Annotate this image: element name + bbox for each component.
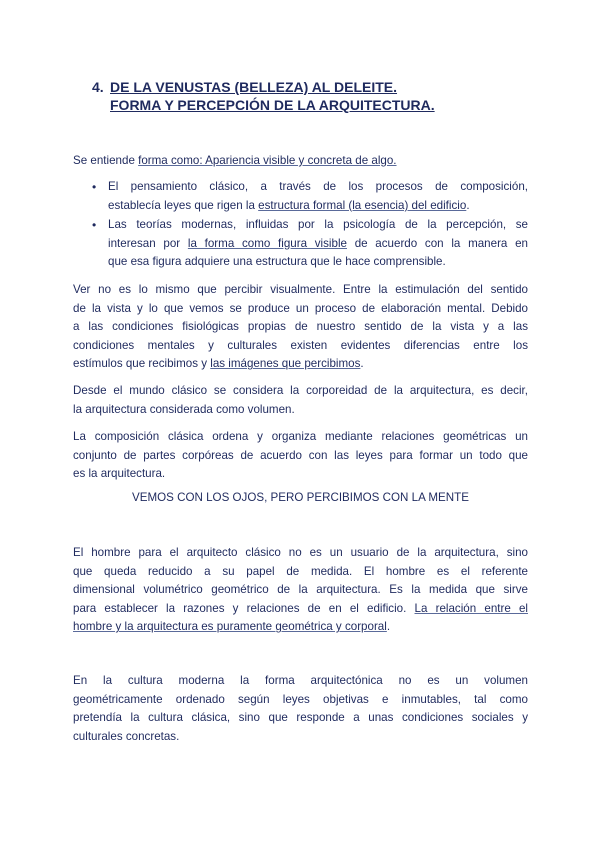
text-segment: Desde el mundo clásico se considera la corporeidad de la arquitectura, es decir, [73, 384, 528, 397]
text-segment: establecía leyes que rigen la [108, 198, 259, 212]
text-segment: La composición clásica ordena y organiza mediante relaciones geométricas un [73, 430, 528, 443]
text-line [108, 197, 528, 216]
text-segment: estímulos que recibimos y [73, 357, 211, 371]
text-segment: de acuerdo con la manera en [346, 236, 528, 250]
text-segment: es la arquitectura. [73, 467, 166, 481]
heading-line-2: FORMA Y PERCEPCIÓN DE LA ARQUITECTURA. [110, 97, 435, 113]
text-line [73, 544, 528, 563]
text-segment: condiciones mentales y culturales existen evidentes diferencias entre los [73, 338, 528, 352]
underlined-text: la forma como figura visible [187, 236, 347, 250]
bullet-icon: • [92, 218, 97, 232]
text-line [108, 253, 528, 272]
text-segment: a las condiciones fisiológicas propias de nuestro sentido de la vista y a las [73, 320, 528, 334]
text-segment: En la cultura moderna la forma arquitectónica no es un volumen [73, 674, 528, 687]
text-segment: culturales concretas. [73, 729, 180, 743]
text-line [73, 600, 528, 619]
text-segment: El hombre para el arquitecto clásico no es un usuario de la arquitectura, sino [73, 546, 528, 559]
text-segment: pretendía la cultura clásica, sino que responde a unas condiciones sociales y [73, 711, 528, 725]
text-line [73, 618, 528, 637]
underlined-text: las imágenes que percibimos [210, 357, 361, 371]
text-line [73, 300, 528, 319]
text-line [73, 281, 528, 300]
text-segment: Ver no es lo mismo que percibir visualmente. Entre la estimulación del sentido [73, 283, 528, 296]
text-line [108, 235, 528, 254]
motto: VEMOS CON LOS OJOS, PERO PERCIBIMOS CON LA MENTE [132, 491, 469, 504]
text-line [73, 428, 528, 447]
text-line [108, 216, 528, 235]
text-line [73, 728, 528, 747]
text-line [73, 691, 528, 710]
text-segment: que queda reducido a su papel de medida. El hombre es el referente [73, 564, 528, 578]
paragraph [73, 382, 528, 419]
text-line [73, 401, 528, 420]
text-segment: . [360, 357, 364, 371]
intro-prefix: Se entiende [73, 154, 139, 167]
bullet-text [108, 216, 528, 272]
text-line [108, 178, 528, 197]
paragraph [73, 544, 528, 637]
paragraph [73, 428, 528, 484]
underlined-text: estructura formal (la esencia) del edificio [258, 198, 467, 212]
text-segment: conjunto de partes corpóreas de acuerdo con las leyes para formar un todo que [73, 448, 528, 462]
text-line [73, 355, 528, 374]
text-segment: geométricamente ordenado según leyes objetivas e inmutables, tal como [73, 692, 528, 706]
intro-definition: forma como: Apariencia visible y concreta de algo. [138, 154, 397, 167]
text-segment: . [386, 620, 391, 634]
text-line [73, 709, 528, 728]
paragraph [73, 281, 528, 374]
text-segment: interesan por [108, 236, 188, 250]
text-line [73, 465, 528, 484]
underlined-text: hombre y la arquitectura es puramente geométrica y corporal [73, 620, 387, 634]
text-segment: la arquitectura considerada como volumen. [73, 402, 295, 416]
text-segment: Las teorías modernas, influidas por la psicología de la percepción, se [108, 218, 528, 231]
text-segment: . [466, 198, 470, 212]
text-segment: para establecer la razones y relaciones de en el edificio. [73, 601, 415, 615]
underlined-text: La relación entre el [414, 601, 528, 615]
text-line [73, 672, 528, 691]
text-segment: que esa figura adquiere una estructura que le hace comprensible. [108, 255, 446, 269]
bullet-text [108, 178, 528, 215]
intro-line [73, 152, 528, 171]
paragraph [73, 672, 528, 746]
text-line [73, 447, 528, 466]
text-line [73, 337, 528, 356]
bullet-icon: • [92, 180, 97, 194]
text-line [73, 581, 528, 600]
heading-number: 4. [92, 79, 104, 95]
text-line [73, 382, 528, 401]
text-segment: de la vista y lo que vemos se produce un proceso de elaboración mental. Debido [73, 301, 528, 315]
text-segment: El pensamiento clásico, a través de los procesos de composición, [108, 180, 528, 193]
text-line [73, 318, 528, 337]
text-line [73, 563, 528, 582]
heading-line-1: DE LA VENUSTAS (BELLEZA) AL DELEITE. [110, 79, 398, 95]
text-segment: dimensional volumétrico geométrico de la arquitectura. Es la medida que sirve [73, 583, 528, 597]
